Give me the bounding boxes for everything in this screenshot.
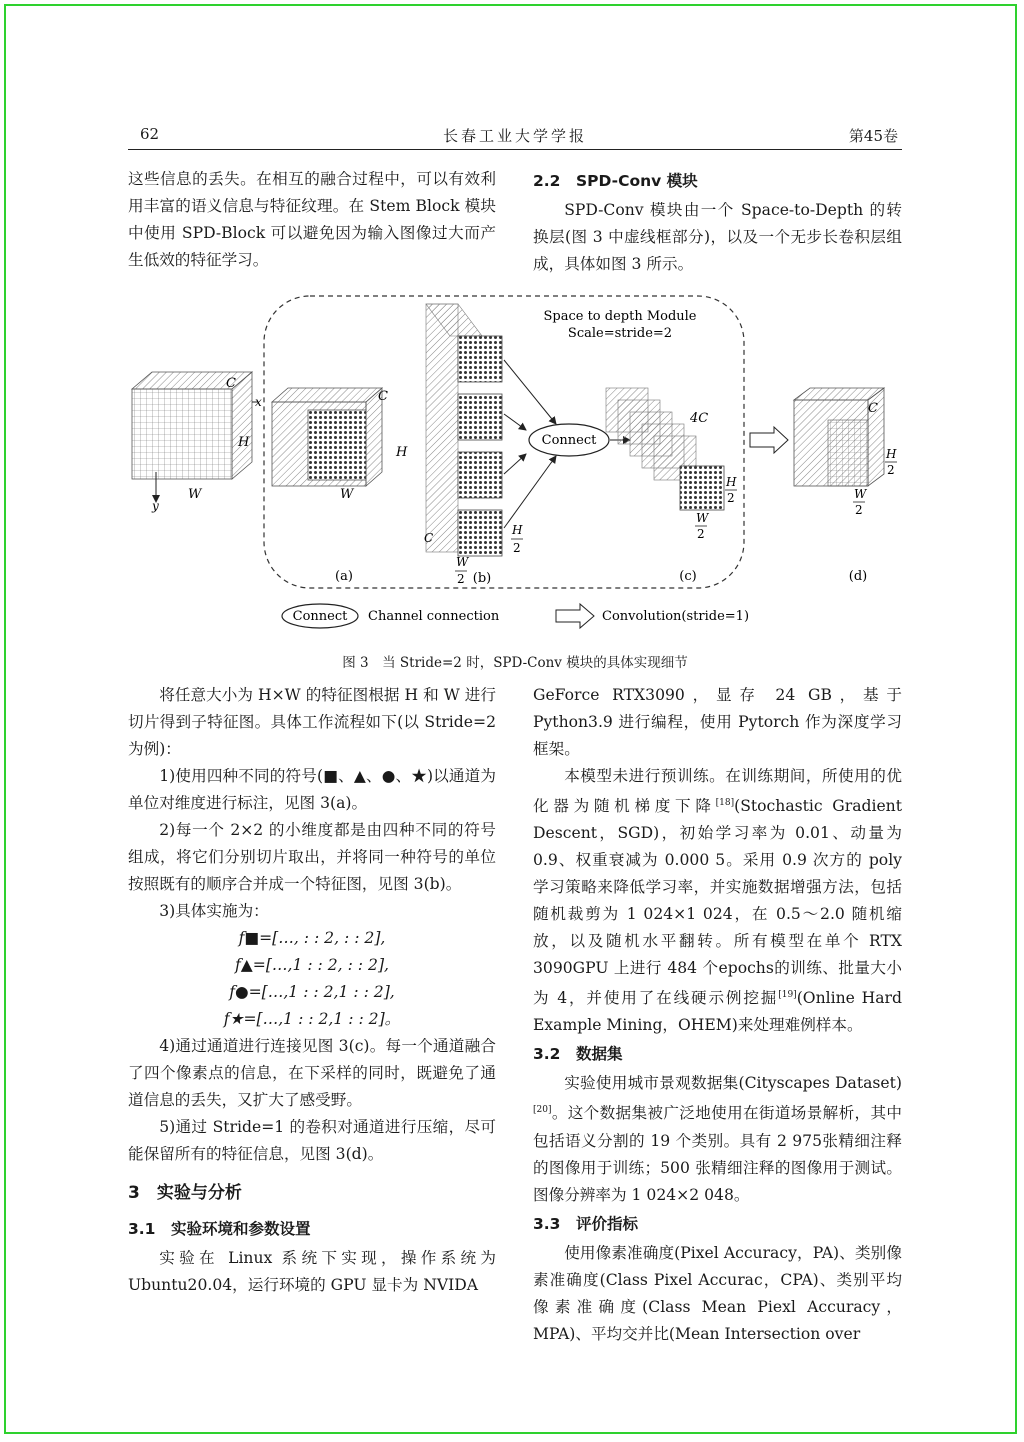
formula-star: f★=[…,1 : : 2,1 : : 2]。 (223, 1010, 401, 1028)
section-heading-3-3: 3.3 评价指标 (533, 1214, 638, 1233)
journal-title: 长春工业大学学报 (442, 127, 587, 145)
legend-convolution: Convolution(stride=1) (602, 609, 750, 624)
right-column-top (533, 166, 902, 278)
page-number: 62 (140, 125, 160, 143)
text-run: (Online Hard Example Mining，OHEM)来处理难例样本。 (533, 989, 902, 1035)
figure-3 (128, 290, 902, 630)
section-heading-3-1: 3.1 实验环境和参数设置 (128, 1220, 311, 1238)
text-run: 。这个数据集被广泛地使用在街道场景解析，其中包括语义分割的 19 个类别。具有 2 975张精细注释的图像用于训练；500 张精细注释的图像用于测试。图像分辨率为 1 024×2 048。 (533, 1104, 902, 1204)
left-column-top (128, 166, 496, 274)
input-w-label: W (188, 487, 202, 502)
panel-a-cube (272, 388, 382, 486)
connect-label: Connect (541, 433, 597, 448)
panel-b-slices (426, 304, 502, 556)
panel-a-c-label: C (378, 389, 388, 404)
right-column-bottom (533, 682, 902, 1348)
module-title: Space to depth Module (543, 309, 697, 324)
panel-d-label: (d) (848, 569, 868, 584)
text-run: 实验使用城市景观数据集(Cityscapes Dataset) (564, 1074, 902, 1093)
section-heading-2-2: 2.2 SPD-Conv 模块 (533, 172, 698, 190)
formula-square: f■=[…, : : 2, : : 2], (238, 929, 386, 947)
panel-b-w-num: W (456, 555, 469, 569)
panel-b-label: (b) (472, 571, 492, 586)
figure-caption: 图 3 当 Stride=2 时，SPD-Conv 模块的具体实现细节 (342, 655, 688, 671)
legend-connect-label: Connect (292, 609, 348, 624)
formula-circle: f●=[…,1 : : 2,1 : : 2], (229, 983, 395, 1001)
legend-channel-connection: Channel connection (368, 609, 500, 624)
axis-x-label: x (255, 395, 262, 409)
list-item: 2)每一个 2×2 的小维度都是由四种不同的符号组成，将它们分别切片取出，并将同一种符号的单位按照既有的顺序合并成一个特征图，见图 3(b)。 (128, 821, 496, 893)
panel-a-h-label: H (396, 445, 408, 460)
formula-triangle: f▲=[…,1 : : 2, : : 2], (235, 956, 389, 974)
panel-d-w-num: W (854, 487, 867, 501)
input-c-label: C (226, 376, 236, 391)
panel-b-h-den: 2 (513, 541, 521, 555)
panel-c-w-den: 2 (697, 527, 705, 541)
text-run: 本模型未进行预训练。在训练期间，所使用的优化器为随机梯度下降 (533, 767, 902, 816)
panel-c-stack (606, 388, 724, 510)
panel-d-h-num: H (886, 447, 897, 461)
list-item: 5)通过 Stride=1 的卷积对通道进行压缩，尽可能保留所有的特征信息，见图 3(d)。 (128, 1118, 496, 1163)
panel-c-4c-label: 4C (690, 411, 709, 426)
panel-c-h-den: 2 (727, 491, 735, 505)
volume-label: 第45卷 (848, 127, 898, 145)
axis-y-label: y (152, 499, 159, 513)
citation-18: [18] (715, 798, 735, 808)
paragraph: 使用像素准确度(Pixel Accuracy，PA)、类别像素准确度(Class Pixel Accurac，CPA)、类别平均像素准确度(Class Mean Piexl Accuracy，MPA)、平均交并比(Mean Intersection over (533, 1243, 902, 1343)
section-heading-3: 3 实验与分析 (128, 1183, 242, 1203)
list-item: 4)通过通道进行连接见图 3(c)。每一个通道融合了四个像素点的信息，在下采样的同时，既避免了通道信息的丢失，又扩大了感受野。 (128, 1037, 496, 1109)
list-item: 1)使用四种不同的符号(■、▲、●、★)以通道为单位对维度进行标注，见图 3(a)。 (128, 767, 496, 812)
list-item: 3)具体实施为： (159, 902, 269, 920)
panel-a-label: (a) (335, 569, 353, 584)
paragraph (533, 1070, 902, 1208)
paragraph: 这些信息的丢失。在相互的融合过程中，可以有效利用丰富的语义信息与特征纹理。在 Stem Block 模块中使用 SPD-Block 可以避免因为输入图像过大而产生低效的特征学习。 (128, 170, 496, 269)
left-column-bottom (128, 682, 496, 1299)
panel-d-w-den: 2 (855, 503, 863, 517)
paragraph: SPD-Conv 模块由一个 Space-to-Depth 的转换层(图 3 中虚线框部分)，以及一个无步长卷积层组成，具体如图 3 所示。 (533, 201, 902, 273)
module-scale: Scale=stride=2 (567, 326, 673, 341)
panel-d-c-label: C (868, 401, 878, 416)
convolution-arrow (750, 427, 788, 453)
panel-c-label: (c) (679, 569, 697, 584)
paragraph: GeForce RTX3090，显存 24 GB，基于 Python3.9 进行编程，使用 Pytorch 作为深度学习框架。 (533, 686, 902, 758)
citation-19: [19] (778, 990, 797, 1001)
paragraph (533, 763, 902, 1039)
spd-conv-diagram (128, 290, 902, 630)
section-heading-3-2: 3.2 数据集 (533, 1045, 623, 1064)
panel-b-c-label: C (424, 531, 434, 545)
text-run: (Stochastic Gradient Descent，SGD)，初始学习率为 0.01、动量为 0.9、权重衰减为 0.000 5。采用 0.9 次方的 poly 学习策略来降低学习率，并实施数据增强方法，包括随机裁剪为 1 024×1 024，在 0.5～2.0 随机缩放，以及随机水平翻转。所有模型在单个 RTX 3090GPU 上进行 484 个epochs的训练、批量大小为 4，并使用了在线硬示例挖掘 (533, 797, 902, 1008)
paragraph: 实验在 Linux 系统下实现，操作系统为 Ubuntu20.04，运行环境的 GPU 显卡为 NVIDA (128, 1249, 496, 1294)
running-header (128, 125, 902, 150)
legend-conv-arrow (556, 604, 594, 628)
panel-b-w-den: 2 (457, 572, 465, 586)
panel-a-w-label: W (340, 487, 354, 502)
citation-20: [20] (533, 1105, 552, 1116)
panel-b-h-num: H (512, 523, 523, 537)
panel-d-h-den: 2 (887, 463, 895, 477)
paragraph: 将任意大小为 H×W 的特征图根据 H 和 W 进行切片得到子特征图。具体工作流程如下(以 Stride=2 为例)： (128, 686, 496, 758)
panel-c-h-num: H (726, 475, 737, 489)
panel-c-w-num: W (696, 511, 709, 525)
input-h-label: H (238, 435, 250, 450)
